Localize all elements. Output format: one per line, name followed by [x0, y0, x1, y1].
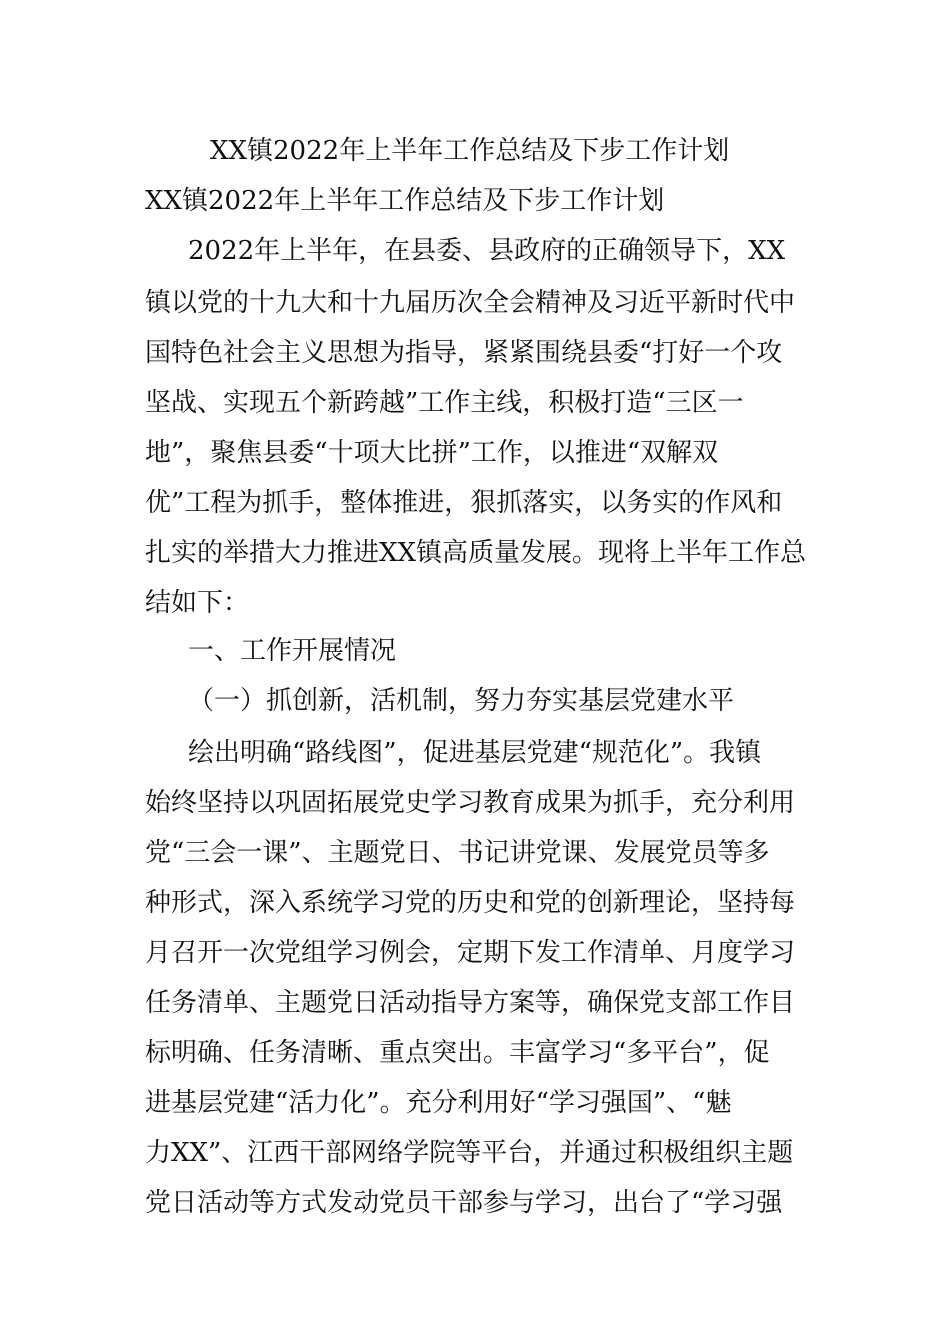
paragraph-line: 种形式，深入系统学习党的历史和党的创新理论，坚持每 — [145, 888, 796, 918]
subsection-heading: （一）抓创新，活机制，努力夯实基层党建水平 — [188, 686, 735, 716]
paragraph-line: 党日活动等方式发动党员干部参与学习，出台了“学习强 — [145, 1188, 783, 1218]
paragraph-line: 国特色社会主义思想为指导，紧紧围绕县委“打好一个攻 — [145, 338, 783, 368]
paragraph-line: 坚战、实现五个新跨越”工作主线，积极打造“三区一 — [145, 388, 744, 418]
document-subtitle: XX镇2022年上半年工作总结及下步工作计划 — [145, 186, 665, 216]
document-title: XX镇2022年上半年工作总结及下步工作计划 — [210, 136, 730, 166]
paragraph-line: 标明确、任务清晰、重点突出。丰富学习“多平台”，促 — [145, 1038, 770, 1068]
paragraph-line: 优”工程为抓手，整体推进，狠抓落实，以务实的作风和 — [145, 488, 783, 518]
paragraph-line: 党“三会一课”、主题党日、书记讲党课、发展党员等多 — [145, 838, 770, 868]
paragraph-line: 任务清单、主题党日活动指导方案等，确保党支部工作目 — [145, 988, 796, 1018]
paragraph-line: 地”，聚焦县委“十项大比拼”工作，以推进“双解双 — [145, 438, 719, 468]
paragraph-line: 月召开一次党组学习例会，定期下发工作清单、月度学习 — [145, 938, 796, 968]
paragraph-line: 扎实的举措大力推进XX镇高质量发展。现将上半年工作总 — [145, 538, 807, 568]
section-heading: 一、工作开展情况 — [188, 636, 397, 666]
paragraph-line: 始终坚持以巩固拓展党史学习教育成果为抓手，充分利用 — [145, 788, 796, 818]
paragraph-line: 绘出明确“路线图”，促进基层党建“规范化”。我镇 — [188, 738, 762, 768]
paragraph-line: 进基层党建“活力化”。充分利用好“学习强国”、“魅 — [145, 1088, 732, 1118]
paragraph-line: 力XX”、江西干部网络学院等平台，并通过积极组织主题 — [145, 1138, 794, 1168]
paragraph-line: 结如下： — [145, 588, 250, 618]
paragraph-line: 镇以党的十九大和十九届历次全会精神及习近平新时代中 — [145, 288, 796, 318]
paragraph-line: 2022年上半年，在县委、县政府的正确领导下，XX — [188, 236, 786, 266]
